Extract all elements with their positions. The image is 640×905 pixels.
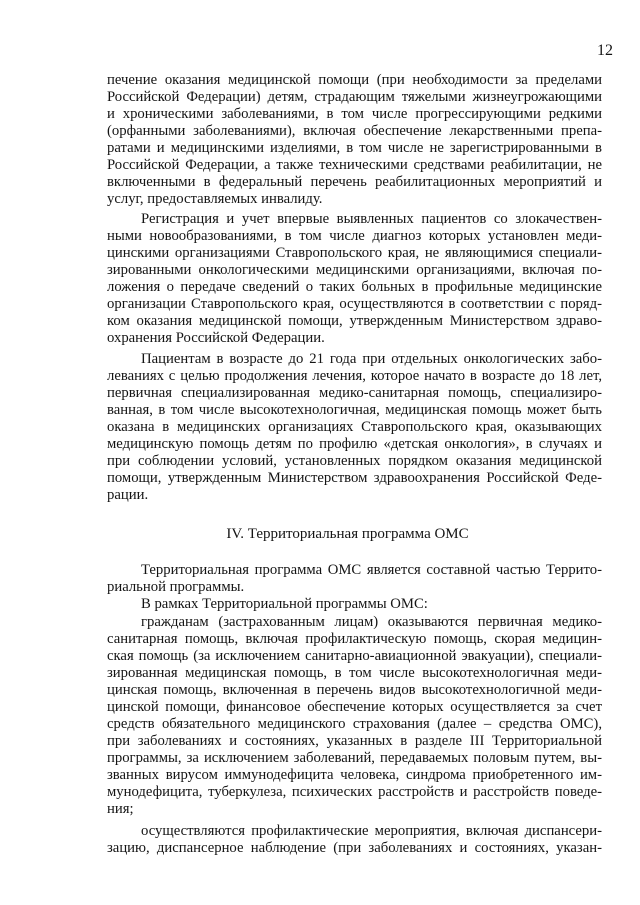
text-line: при соблюдении условий, установленных порядком оказания медицинской [107, 453, 602, 469]
text-line: санитарная помощь, включая профилактическую помощь, скорая медицин- [107, 631, 602, 647]
text-line: ская помощь (за исключением санитарно-авиационной эвакуации), специали- [107, 648, 602, 664]
page-number: 12 [597, 42, 613, 59]
text-line: первичная специализированная медико-санитарная помощь, специализиро- [107, 385, 602, 401]
text-line: В рамках Территориальной программы ОМС: [141, 596, 428, 612]
paragraph-registration [107, 211, 602, 347]
text-line: ком оказания медицинской помощи, утвержденным Министерством здраво- [107, 313, 602, 329]
text-line: средств обязательного медицинского страхования (далее – средства ОМС), [107, 716, 602, 732]
text-line: ложения о передаче сведений о таких больных в профильные медицинские [107, 279, 602, 295]
text-line: званных вирусом иммунодефицита человека, синдрома приобретенного им- [107, 767, 602, 783]
section-heading: IV. Территориальная программа ОМС [226, 526, 469, 542]
text-line: ванная, в том числе высокотехнологичная, медицинская помощь может быть [107, 402, 602, 418]
text-line: Территориальная программа ОМС является составной частью Террито- [141, 562, 602, 578]
paragraph-preventive-measures [107, 823, 602, 857]
text-line: охранения Российской Федерации. [107, 330, 325, 346]
text-line: ратами и медицинскими изделиями, в том числе не зарегистрированными в [107, 140, 602, 156]
text-line: мунодефицита, туберкулеза, психических расстройств и расстройств поведе- [107, 784, 602, 800]
text-line: гражданам (застрахованным лицам) оказываются первичная медико- [141, 614, 602, 630]
text-line: и хроническими заболеваниями, в том числе прогрессирующими редкими [107, 106, 602, 122]
paragraph-patients-under-21 [107, 351, 602, 504]
paragraph-citizens-care [107, 614, 602, 818]
text-line: зацию, диспансерное наблюдение (при заболеваниях и состояниях, указан- [107, 840, 602, 856]
text-line: программы, за исключением заболеваний, передаваемых половым путем, вы- [107, 750, 602, 766]
text-line: леваниях с целью продолжения лечения, которое начато в возрасте до 18 лет, [107, 368, 602, 384]
text-line: при заболеваниях и состояниях, указанных в разделе III Территориальной [107, 733, 602, 749]
text-line: организации Ставропольского края, осуществляются в соответствии с поряд- [107, 296, 602, 312]
text-line: медицинскую помощь детям по профилю «детская онкология», в случаях и [107, 436, 602, 452]
text-line: услуг, предоставляемых инвалиду. [107, 191, 323, 207]
text-line: цинскими организациями Ставропольского края, не являющимися специали- [107, 245, 602, 261]
text-line: Регистрация и учет впервые выявленных пациентов со злокачествен- [141, 211, 602, 227]
text-line: включенными в федеральный перечень реабилитационных мероприятий и [107, 174, 602, 190]
text-line: (орфанными заболеваниями), включая обеспечение лекарственными препа- [107, 123, 602, 139]
text-line: Российской Федерации) детям, страдающим тяжелыми жизнеугрожающими [107, 89, 602, 105]
text-line: оказана в медицинских организациях Ставропольского края, оказывающих [107, 419, 602, 435]
text-line: риальной программы. [107, 579, 245, 595]
text-line: ния; [107, 801, 134, 817]
text-line: рации. [107, 487, 149, 503]
text-line: зированными онкологическими медицинскими организациями, включая по- [107, 262, 602, 278]
paragraph-oms-definition [107, 562, 602, 596]
text-line: осуществляются профилактические мероприятия, включая диспансери- [141, 823, 602, 839]
text-line: цинская помощь, включенная в перечень видов высокотехнологичной меди- [107, 682, 602, 698]
paragraph-within-oms [107, 596, 602, 613]
text-line: Пациентам в возрасте до 21 года при отдельных онкологических забо- [141, 351, 602, 367]
paragraph-continuation [107, 72, 602, 208]
text-line: цинской помощи, финансовое обеспечение которых осуществляется за счет [107, 699, 602, 715]
text-line: печение оказания медицинской помощи (при необходимости за пределами [107, 72, 602, 88]
text-line: помощи, утвержденным Министерством здравоохранения Российской Феде- [107, 470, 602, 486]
text-line: Российской Федерации, а также техническими средствами реабилитации, не [107, 157, 602, 173]
text-line: ными новообразованиями, в том числе диагноз которых установлен меди- [107, 228, 602, 244]
text-line: зированная медицинская помощь, в том числе высокотехнологичная меди- [107, 665, 602, 681]
